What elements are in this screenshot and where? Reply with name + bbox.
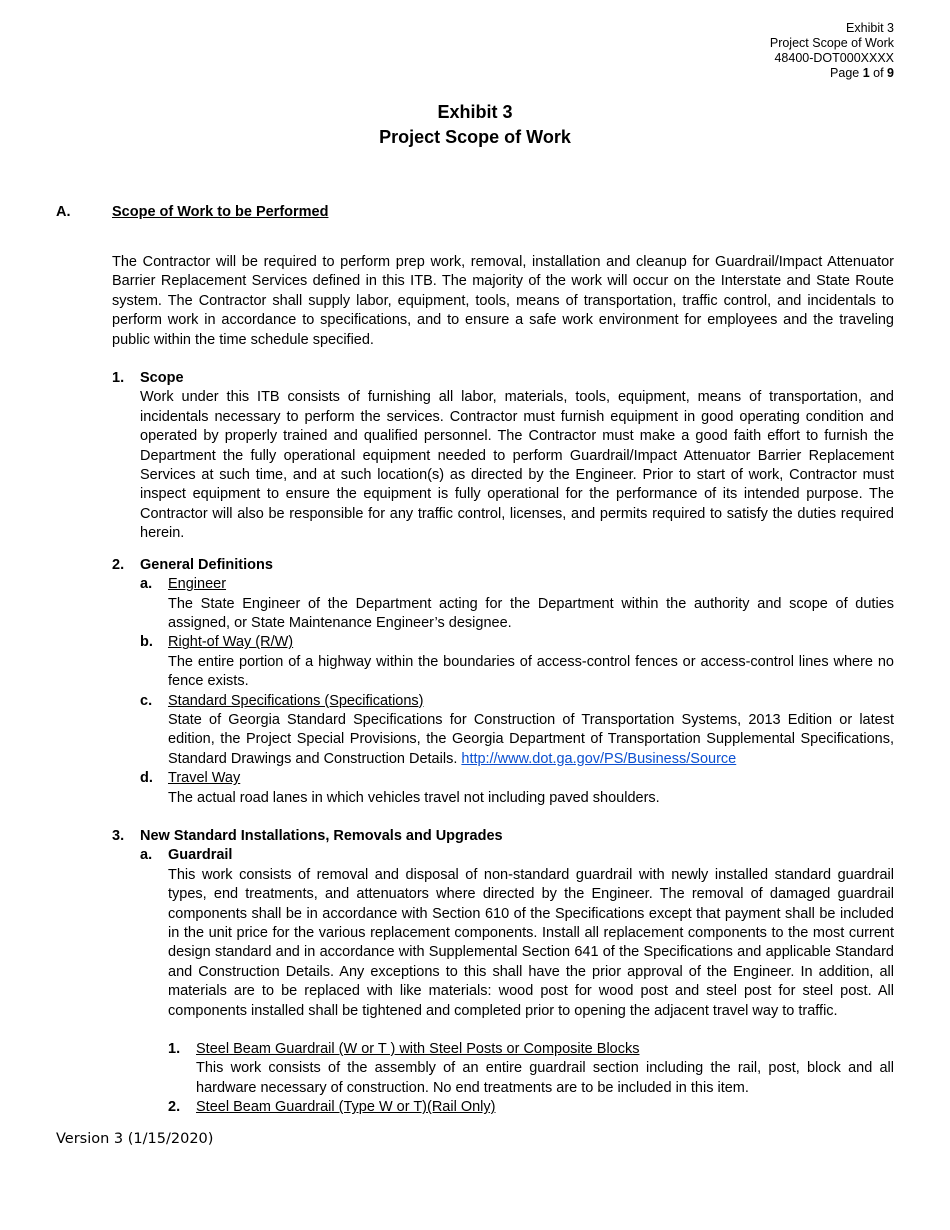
guardrail-text: This work consists of removal and disposal of non-standard guardrail with newly installed standard guardrail types, end treatments, and attenuators where directed by the Engineer. The removal of damaged guardrail components shall be in accordance with Section 610 of the Specifications except that payment shall be included in the unit price for the various replacement components. Install all replacement components to the most current design standard and in accordance with Supplemental Section 641 of the Specifications and applicable Standard and Construction Details. Any exceptions to this shall have the prior approval of the Engineer. In addition, all materials are to be replaced with like materials: wood post for wood post and steel post for steel post. All components installed shall be tightened and completed prior to opening the adjacent travel way to traffic. [168, 866, 894, 1019]
installations-heading: New Standard Installations, Removals and Upgrades [140, 827, 503, 844]
section-a-letter: A. [56, 204, 71, 220]
installations-number: 3. [112, 827, 125, 844]
definitions-heading: General Definitions [140, 556, 273, 573]
definition-term: Engineer [168, 576, 227, 593]
guardrail-item-number: 1. [168, 1041, 181, 1058]
guardrail-heading: Guardrail [168, 847, 233, 864]
definitions-number: 2. [112, 556, 125, 573]
footer-version: Version 3 (1/15/2020) [56, 1131, 214, 1147]
guardrail-letter: a. [140, 847, 153, 864]
section-a-heading: Scope of Work to be Performed [112, 204, 329, 220]
definition-letter: a. [140, 576, 153, 593]
document-body [112, 253, 894, 1118]
section-a-intro: The Contractor will be required to perform prep work, removal, installation and cleanup for Guardrail/Impact Attenuator Barrier Replacement Services defined in this ITB. The majority of the work will occur on the Interstate and State Route system. The Contractor shall supply labor, equipment, tools, means of transportation, traffic control, and incidentals to perform work in accordance to specifications, and to ensure a safe work environment for employees and the traveling public within the time schedule specified. [112, 254, 894, 348]
definition-letter: b. [140, 634, 153, 651]
definition-text: The State Engineer of the Department acting for the Department within the authority and scope of duties assigned, or State Maintenance Engineer’s designee. [168, 595, 894, 631]
title-line-1: Exhibit 3 [437, 102, 513, 122]
definition-term: Right-of Way (R/W) [168, 634, 294, 651]
definition-text: The entire portion of a highway within the boundaries of access-control fences or access-control lines where no fence exists. [168, 653, 894, 690]
installations-section [112, 827, 894, 1118]
guardrail-subsection [140, 846, 894, 1117]
definition-item [140, 633, 894, 691]
definition-letter: d. [140, 770, 153, 787]
page-header [770, 21, 894, 81]
definition-item [140, 575, 894, 633]
specifications-link[interactable]: http://www.dot.ga.gov/PS/Business/Source [461, 750, 737, 767]
guardrail-item [168, 1040, 894, 1098]
guardrail-item [168, 1098, 894, 1117]
guardrail-item-number: 2. [168, 1099, 181, 1116]
definitions-section [112, 556, 894, 808]
definition-item [140, 769, 894, 808]
scope-section [112, 369, 894, 544]
header-page-number: Page 1 of 9 [830, 66, 894, 80]
scope-text: Work under this ITB consists of furnishing all labor, materials, tools, equipment, means of transportation, and incidentals necessary to perform the services. Contractor must furnish equipment in good operating condition and operated by properly trained and qualified personnel. The Contractor must make a good faith effort to furnish the Department the fully operational equipment needed to perform Guardrail/Impact Attenuator Barrier Replacement Services at such time, and at such location(s) as directed by the Engineer. Prior to start of work, Contractor must inspect equipment to ensure the equipment is fully operational for the performance of its intended purpose. The Contractor will also be responsible for any traffic control, licenses, and permits required to satisfy the duties required herein. [140, 389, 894, 542]
definition-text: The actual road lanes in which vehicles travel not including paved shoulders. [168, 789, 660, 806]
guardrail-item-text: This work consists of the assembly of an entire guardrail section including the rail, post, block and all hardware necessary of construction. No end treatments are to be included in this item. [196, 1060, 894, 1096]
guardrail-item-title: Steel Beam Guardrail (W or T ) with Steel Posts or Composite Blocks [196, 1041, 640, 1058]
definition-term: Standard Specifications (Specifications) [168, 692, 424, 709]
definition-text: State of Georgia Standard Specifications for Construction of Transportation Systems, 2013 Edition or latest edition, the Project Special Provisions, the Georgia Department of Transportation Supplemental Specifications, Standard Drawings and Construction Details. http://www.dot.ga.gov/PS/Business/Source [168, 711, 894, 767]
scope-number: 1. [112, 370, 125, 387]
title-line-2: Project Scope of Work [379, 127, 571, 147]
header-exhibit: Exhibit 3 [846, 21, 894, 35]
scope-heading: Scope [140, 370, 184, 387]
guardrail-item-title: Steel Beam Guardrail (Type W or T)(Rail Only) [196, 1099, 496, 1116]
header-doc-title: Project Scope of Work [769, 36, 894, 50]
page-title [0, 100, 950, 150]
definition-term: Travel Way [168, 770, 241, 787]
definition-item [140, 692, 894, 770]
definition-letter: c. [140, 692, 153, 709]
header-contract-number: 48400-DOT000XXXX [774, 51, 894, 65]
